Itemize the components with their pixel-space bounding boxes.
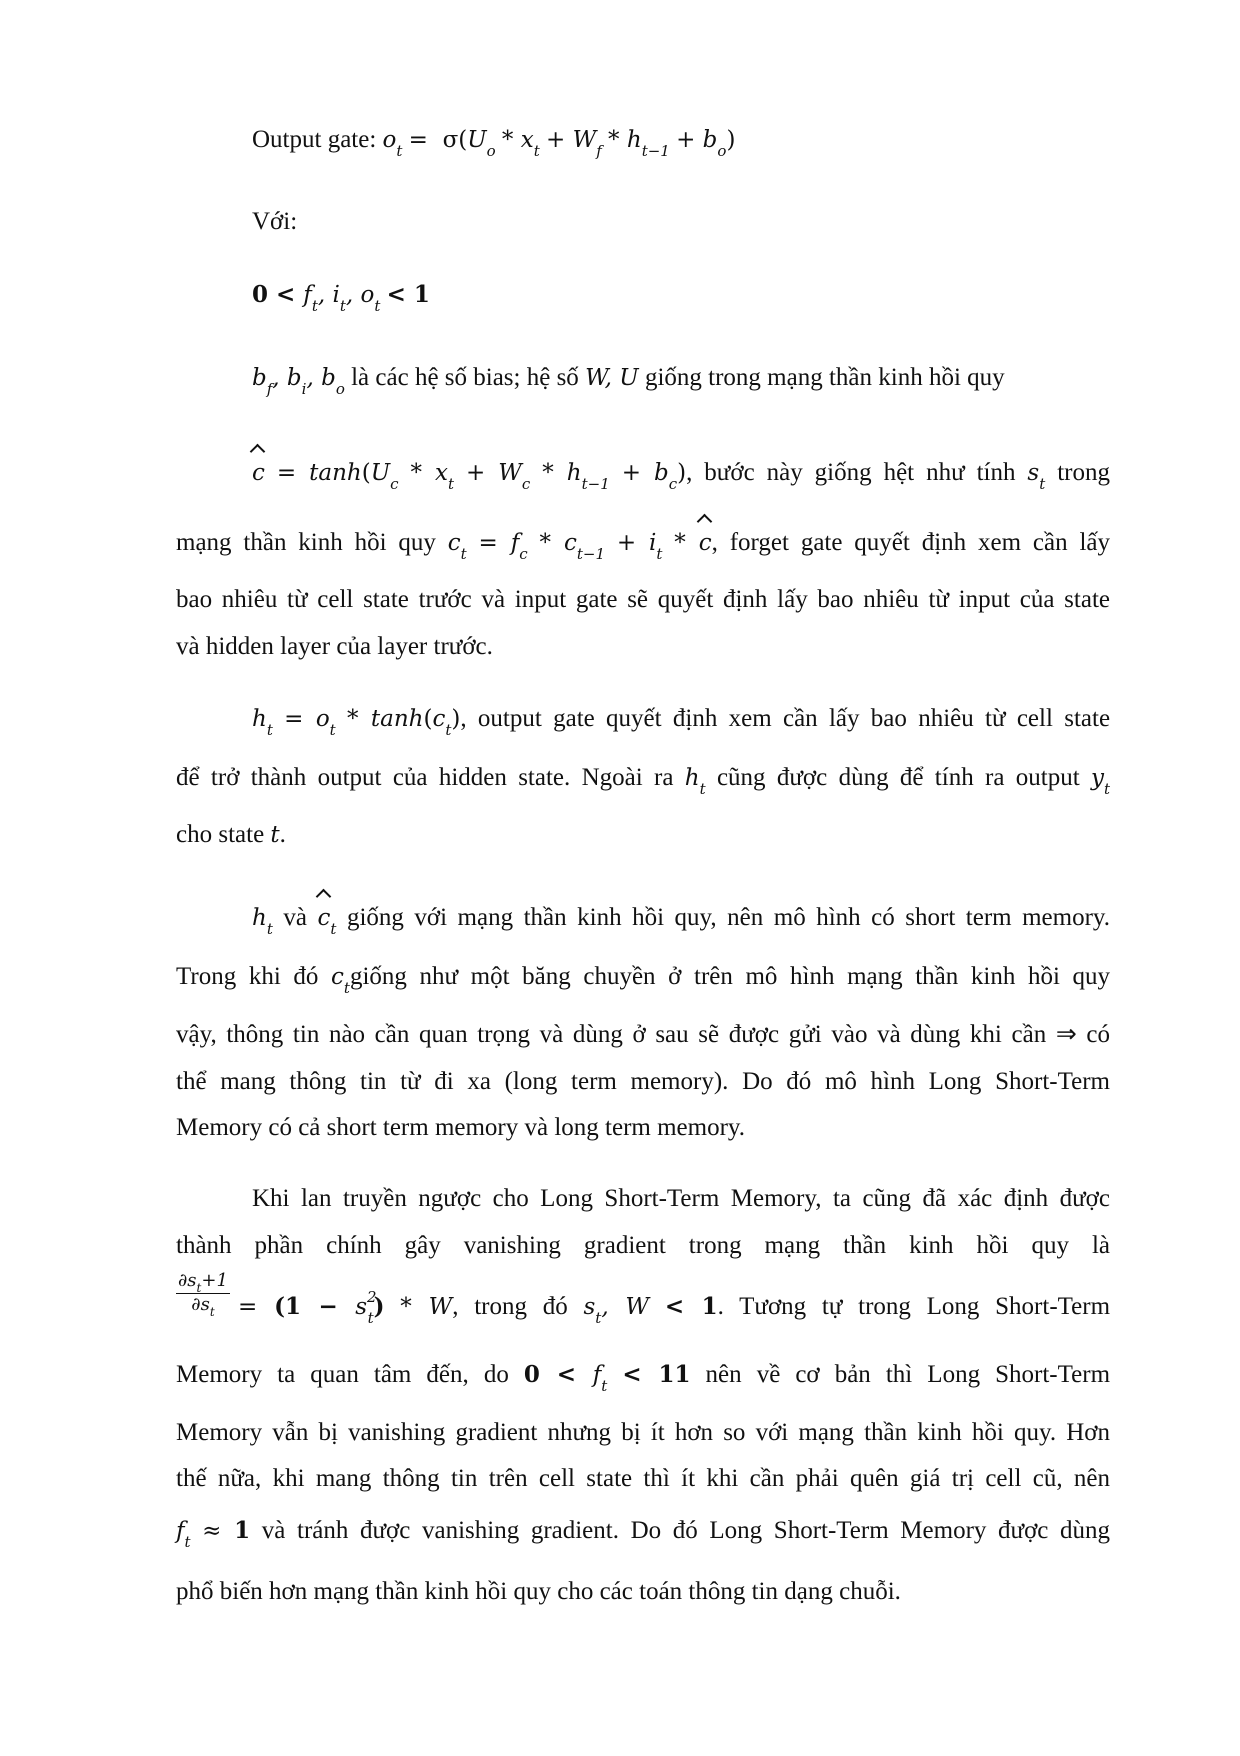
line20-text: Memory ta quan tâm đến, do	[176, 1361, 509, 1388]
cell-state-formula: mạng thần kinh hồi quy $c_t = f_c * c_{t-1} + i_t * c$, forget gate quyết định xem cần lấy	[176, 529, 1111, 563]
line13-text: Trong khi đó	[176, 963, 319, 990]
output-gate-formula: Output gate: $o_t = \sigma(U_o * x_t + W_f * h_{t-1} + b_o)$	[252, 126, 736, 160]
line12-va: và	[283, 904, 307, 931]
gradient-formula: = $(1 - s^2_t) * W$, trong đó $s_t$, W < 1. Tương tự trong Long Short-Term	[238, 1288, 1111, 1327]
paragraph-line-20: Memory ta quan tâm đến, do $0 < f_t < 11$ nên về cơ bản thì Long Short-Term	[176, 1361, 1111, 1395]
cell-state-text-2: , forget gate quyết định xem cần lấy	[711, 529, 1111, 556]
cell-state-text: mạng thần kinh hồi quy	[176, 529, 436, 556]
gate-range-formula: $0 < f_t$, $i_t$, $o_t < 1$	[252, 281, 430, 315]
paragraph-line-10: để trở thành output của hidden state. Ngoài ra $h_t$ cũng được dùng để tính ra output $y_t$	[176, 764, 1111, 798]
line12-text: giống với mạng thần kinh hồi quy, nên mô hình có short term memory.	[346, 904, 1111, 931]
gradient-text: , trong đó	[452, 1293, 568, 1320]
candidate-text-2: trong	[1057, 459, 1110, 486]
paragraph-line-17: Khi lan truyền ngược cho Long Short-Term Memory, ta cũng đã xác định được	[252, 1185, 1110, 1212]
paragraph-line-12: $h_t$ và $c_t$ giống với mạng thần kinh hồi quy, nên mô hình có short term memory.	[252, 904, 1111, 938]
paragraph-line-13: Trong khi đó $c_tgiống$ như một băng chuyền ở trên mô hình mạng thần kinh hồi quy	[176, 963, 1111, 997]
line10-text-2: cũng được dùng để tính ra output	[716, 764, 1080, 791]
paragraph-line-22: thế nữa, khi mang thông tin trên cell state thì ít khi cần phải quên giá trị cell cũ, nên	[176, 1465, 1110, 1492]
with-label: Với:	[252, 208, 298, 235]
candidate-cell-formula: $c = \tanh(U_c * x_t + W_c * h_{t-1} + b_c)$, bước này giống hệt như tính $s_t$ trong	[252, 459, 1110, 493]
paragraph-line-18: thành phần chính gây vanishing gradient trong mạng thần kinh hồi quy là	[176, 1232, 1110, 1259]
line11-text: cho state	[176, 821, 265, 848]
bias-text-2: giống trong mạng thần kinh hồi quy	[644, 364, 1005, 391]
line10-text: để trở thành output của hidden state. Ngoài ra	[176, 764, 674, 791]
gradient-fraction: $\frac{\partial s_t+1}{\partial s_t}$	[178, 1270, 228, 1319]
paragraph-line-16: Memory có cả short term memory và long term memory.	[176, 1114, 746, 1141]
bias-definition: $b_f$, $b_i$, $b_o$ là các hệ số bias; hệ số W, U giống trong mạng thần kinh hồi quy	[252, 364, 1005, 398]
hidden-state-formula: $h_t = o_t * \tanh(c_t)$, output gate quyết định xem cần lấy bao nhiêu từ cell state	[252, 705, 1111, 739]
paragraph-line-15: thể mang thông tin từ đi xa (long term memory). Do đó mô hình Long Short-Term	[176, 1068, 1110, 1095]
paragraph-line-24: phổ biến hơn mạng thần kinh hồi quy cho các toán thông tin dạng chuỗi.	[176, 1578, 901, 1605]
output-gate-label: Output gate:	[252, 126, 383, 153]
candidate-text: , bước này giống hệt như tính	[686, 459, 1016, 486]
line23-text: và tránh được vanishing gradient. Do đó Long Short-Term Memory được dùng	[261, 1517, 1111, 1544]
gradient-text-2: . Tương tự trong Long Short-Term	[717, 1293, 1111, 1320]
bias-text: là các hệ số bias; hệ số	[351, 364, 579, 391]
paragraph-line-21: Memory vẫn bị vanishing gradient nhưng bị ít hơn so với mạng thần kinh hồi quy. Hơn	[176, 1419, 1110, 1446]
paragraph-line-11: cho state t.	[176, 821, 286, 848]
paragraph-line-14: vậy, thông tin nào cần quan trọng và dùng ở sau sẽ được gửi vào và dùng khi cần ⇒ có	[176, 1021, 1110, 1048]
paragraph-line-8: và hidden layer của layer trước.	[176, 633, 493, 660]
hidden-state-text: , output gate quyết định xem cần lấy bao nhiêu từ cell state	[460, 705, 1111, 732]
paragraph-line-7: bao nhiêu từ cell state trước và input gate sẽ quyết định lấy bao nhiêu từ input của state	[176, 586, 1110, 613]
line20-text-2: nên về cơ bản thì Long Short-Term	[705, 1361, 1111, 1388]
paragraph-line-23: $f_t \approx 1$ và tránh được vanishing gradient. Do đó Long Short-Term Memory được dùng	[176, 1517, 1111, 1551]
line13-text-2: giống như một băng chuyền ở trên mô hình mạng thần kinh hồi quy	[349, 963, 1111, 990]
